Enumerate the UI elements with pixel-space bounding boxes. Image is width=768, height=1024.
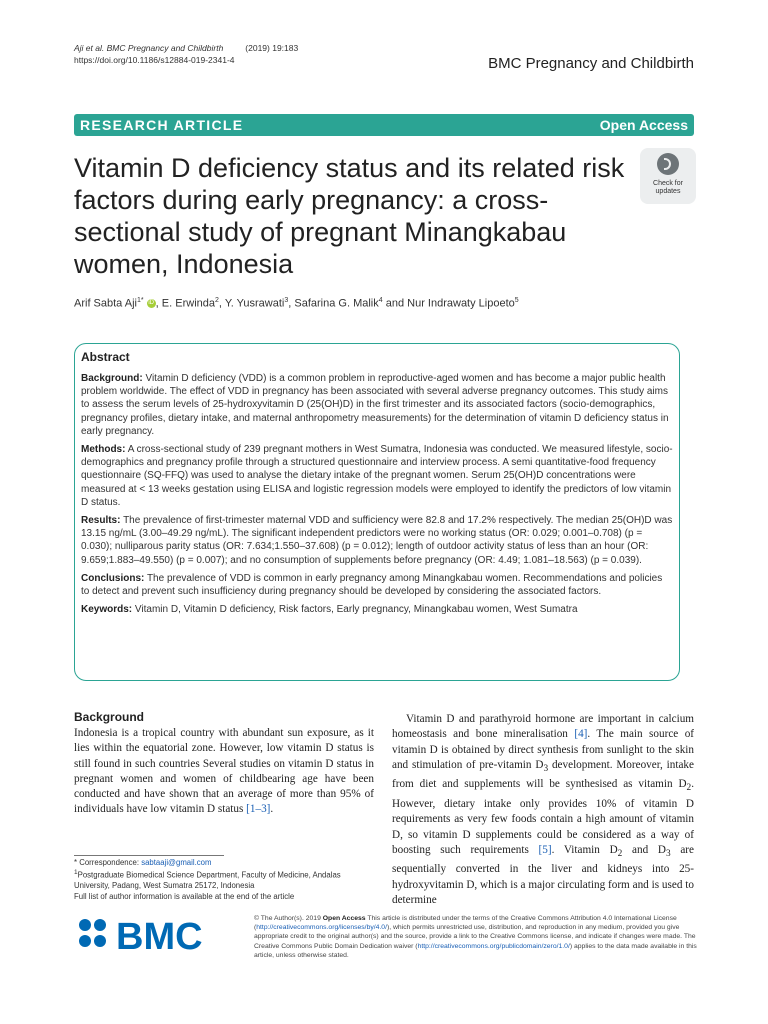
background-right-column: Vitamin D and parathyroid hormone are important in calcium homeostasis and bone mineralisation [4]. The main source of vitamin D is obtained by direct synthesis from sunlight to the skin and stimulation of pre-vitamin $D_3$ development. Moreover, intake from diet and supplements will be synthesised as vitamin $D_2$. However, dietary intake only provides 10% of vitamin D requirements as very few foods contain a high amount of vitamin D, so vitamin D supplements could be considered as a way of boosting such requirements [5]. Vitamin $D_2$ and $D_3$ are sequentially converted in the liver and kidneys into 25-hydroxyvitamin D, which is a major circulating form and is used to determine [392,713,695,906]
author-name[interactable]: Y. Yusrawati [224,297,285,310]
license-text: © The Author(s). 2019 Open Access This article is distributed under the terms of the Creative Commons Attribution 4.0 International License (http://creativecommons.org/licenses/by/4.0/), which permits unrestricted use, distribution, and reproduction in any medium, provided you give appropriate credit to the original author(s) and the source, provide a link to the Creative Commons license, and indicate if changes were made. The Creative Commons Public Domain Dedication waiver (http://creativecommons.org/publicdomain/zero/1.0/) applies to the data made available in this article, unless otherwise stated. [254,915,697,959]
doi-link[interactable]: https://doi.org/10.1186/s12884-019-2341-4 [74,55,235,65]
orcid-icon[interactable]: iD [148,300,154,307]
citation-journal: Aji et al. BMC Pregnancy and Childbirth [74,43,224,53]
abstract-conclusions: Conclusions: The prevalence of VDD is common in early pregnancy among Minangkabau women. Recommendations and policies to detect and prevent such insufficiency during pregnancy should be developed by considering the associated factors. [81,572,663,598]
background-heading: Background [74,710,145,724]
reference-link[interactable]: [5] [538,843,552,856]
abstract-keywords: Keywords: Vitamin D, Vitamin D deficiency, Risk factors, Early pregnancy, Minangkabau women, West Sumatra [81,604,578,616]
citation-header [74,42,298,66]
check-updates-line2: updates [655,188,681,195]
check-updates-icon [657,153,679,175]
footnotes: * Correspondence: sabtaaji@gmail.com $^1$Postgraduate Biomedical Science Department, Faculty of Medicine, Andalas University, Padang, West Sumatra 25172, Indonesia Full list of author information is available at the end of the article [74,858,341,901]
open-access-label: Open Access [599,117,688,133]
abstract-background: Background: Vitamin D deficiency (VDD) is a common problem in reproductive-aged women and has become a major public health problem worldwide. The effect of VDD in pregnancy has been associated with several adverse pregnancy outcomes. This study aims to assess the serum levels of 25-hydroxyvitamin D (25(OH)D) in the first trimester and its associated factors (socio-demographics, pregnancy profiles, dietary intake, and maternal anthropometry measurements) for the determination of vitamin D deficiency status in early pregnancy. [81,373,669,437]
author-name[interactable]: Nur Indrawaty Lipoeto [407,297,515,310]
bmc-logo [76,913,236,955]
background-left-column: Indonesia is a tropical country with abundant sun exposure, as it lies within the equatorial zone. However, low vitamin D status is still found in such countries Several studies on vitamin D status in pregnant women and women of childbearing age have been conducted and have shown that an average of more than 95% of individuals have low vitamin D status [1–3]. [74,727,374,816]
abstract-box [74,343,680,681]
license-link[interactable]: http://creativecommons.org/licenses/by/4.0/ [256,924,387,932]
author-name[interactable]: E. Erwinda [161,297,215,310]
public-domain-link[interactable]: http://creativecommons.org/publicdomain/zero/1.0/ [417,942,570,950]
article-type-label: RESEARCH ARTICLE [80,117,244,133]
author-name[interactable]: Safarina G. Malik [294,297,379,310]
abstract-methods: Methods: A cross-sectional study of 239 pregnant mothers in West Sumatra, Indonesia was conducted. We measured lifestyle, socio-demographics and pregnancy profile through a structured questionnaire and interview process. A semi quantitative-food frequency questionnaire (SQ-FFQ) was used to analyse the dietary intake of the pregnant women. Serum 25(OH)D concentrations were measured at < 13 weeks gestation using ELISA and logistic regression models were employed to identify the predictors of low vitamin D status. [81,444,673,508]
author-name[interactable]: Arif Sabta Aji [74,297,137,310]
reference-link[interactable]: [4] [574,728,588,741]
article-title: Vitamin D deficiency status and its related risk factors during early pregnancy: a cross-sectional study of pregnant Minangkabau women, Indonesia [74,153,625,279]
bmc-logo-text: BMC [116,916,203,955]
abstract-heading: Abstract [81,350,130,364]
affiliation-text: Postgraduate Biomedical Science Department, Faculty of Medicine, Andalas University, Padang, West Sumatra 25172, Indonesia [74,871,341,891]
check-for-updates-button[interactable] [640,148,696,204]
check-updates-line1: Check for [653,180,683,187]
email-link[interactable]: sabtaaji@gmail.com [141,858,212,867]
check-for-updates-badge [640,148,696,204]
citation-year: (2019) 19:183 [245,43,299,53]
journal-name: BMC Pregnancy and Childbirth [488,55,694,72]
author-info-note: Full list of author information is available at the end of the article [74,891,295,901]
abstract-results: Results: The prevalence of first-trimester maternal VDD and sufficiency were 82.8 and 17.2% respectively. The median 25(OH)D was 13.15 ng/mL (3.00–49.29 ng/mL). The significant independent predictors were no working status (OR: 0.029; 0.001–0.708) (p = 0.030); nulliparous parity status (OR: 7.634;1.550–37.608) (p = 0.012); length of outdoor activity status of less than an hour (OR: 9.659;1.883–49.550) (p = 0.007); and no consumption of supplements before pregnancy (OR: 4.49; 1.081–18.563) (p = 0.039). [81,515,673,566]
article-type-banner [74,114,694,136]
reference-link[interactable]: [1–3] [246,803,271,816]
footnote-divider [74,855,224,856]
author-list: Arif Sabta Aji$^{1*}$ iD , E. Erwinda$^2$, Y. Yusrawati$^3$, Safarina G. Malik$^4$ and Nur Indrawaty Lipoeto$^5$ [74,297,519,310]
